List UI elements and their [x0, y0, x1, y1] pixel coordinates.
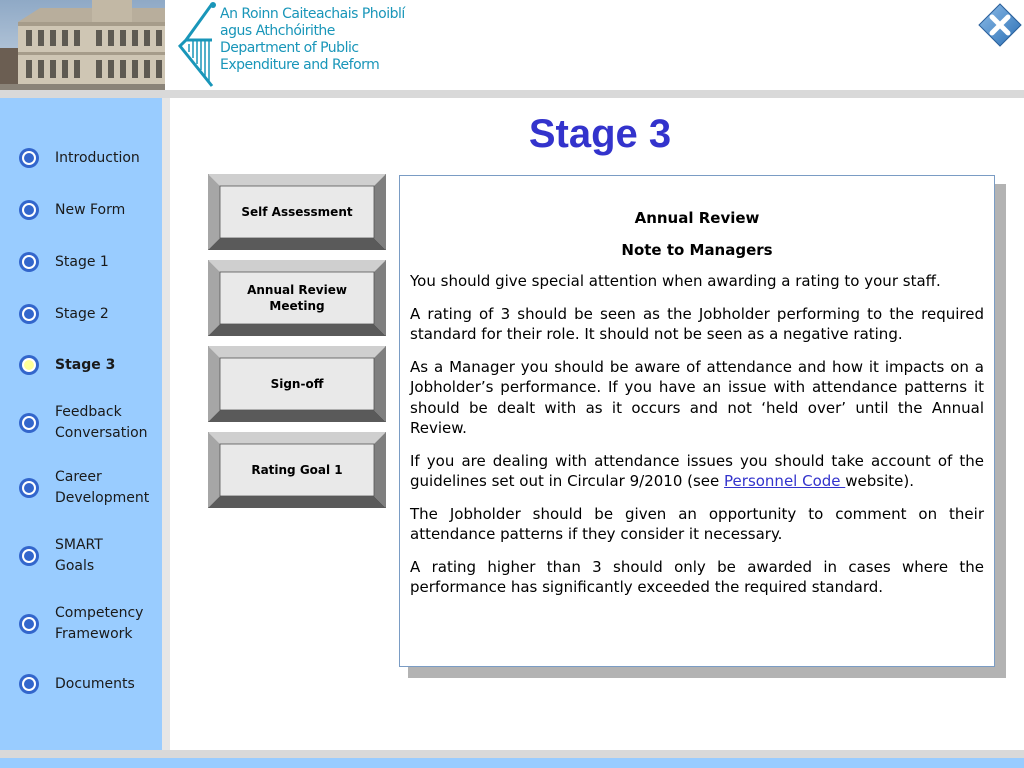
- sidebar-item-competency-framework[interactable]: [0, 603, 162, 647]
- sidebar-item-stage-1[interactable]: [0, 250, 162, 274]
- content-paragraph: As a Manager you should be aware of attendance and how it impacts on a Jobholder’s performance. If you have an issue with attendance patterns it should be dealt with as it occurs and not ‘held over’ until the Annual Review.: [410, 357, 984, 437]
- close-button[interactable]: [978, 3, 1022, 47]
- sidebar-item-label: New Form: [55, 202, 126, 218]
- sidebar-item-career-development[interactable]: [0, 467, 162, 511]
- circle-bullet-icon: [18, 147, 40, 169]
- button-label: Rating Goal 1: [251, 463, 343, 477]
- circle-bullet-icon: [18, 251, 40, 273]
- personnel-code-link[interactable]: Personnel Code: [724, 472, 846, 490]
- circle-bullet-icon: [18, 545, 40, 567]
- header-divider: [0, 90, 1024, 98]
- logo-line-irish-2: agus Athchóirithe: [220, 23, 335, 39]
- active-circle-bullet-icon: [18, 354, 40, 376]
- sidebar-divider: [162, 98, 170, 750]
- sidebar-item-documents[interactable]: [0, 672, 162, 696]
- sidebar-item-label: Competency Framework: [55, 605, 144, 642]
- sidebar-item-introduction[interactable]: [0, 146, 162, 170]
- sidebar-item-label: Feedback Conversation: [55, 404, 148, 441]
- sign-off-button[interactable]: [208, 346, 386, 422]
- sidebar-item-label: Stage 2: [55, 306, 109, 322]
- button-label: Self Assessment: [241, 205, 353, 219]
- button-label: Sign-off: [270, 377, 324, 391]
- sidebar-item-label: Documents: [55, 676, 135, 692]
- content-paragraph: The Jobholder should be given an opportunity to comment on their attendance patterns if they consider it necessary.: [410, 504, 984, 543]
- sidebar-item-feedback-conversation[interactable]: [0, 402, 162, 446]
- sidebar-item-label: SMART Goals: [55, 537, 103, 574]
- content-paragraph: A rating higher than 3 should only be awarded in cases where the performance has significantly exceeded the required standard.: [410, 557, 984, 596]
- page-title: Stage 3: [528, 112, 672, 156]
- circle-bullet-icon: [18, 412, 40, 434]
- logo-line-english-2: Expenditure and Reform: [220, 57, 380, 73]
- circle-bullet-icon: [18, 673, 40, 695]
- content-paragraph: A rating of 3 should be seen as the Jobholder performing to the required standard for their role. It should not be seen as a negative rating.: [410, 304, 984, 343]
- sidebar-item-label: Stage 3: [55, 357, 116, 373]
- government-buildings-photo: [0, 0, 165, 92]
- logo-line-irish-1: An Roinn Caiteachais Phoiblí: [220, 6, 405, 22]
- sidebar-item-label: Career Development: [55, 469, 150, 506]
- content-paragraph: If you are dealing with attendance issues you should take account of the guidelines set out in Circular 9/2010 (see Personnel Code website).: [410, 451, 984, 490]
- circle-bullet-icon: [18, 303, 40, 325]
- content-subheading: Note to Managers: [621, 240, 773, 259]
- button-label: Annual Review Meeting: [247, 283, 347, 313]
- content-heading: Annual Review: [634, 209, 760, 227]
- content-paragraph: You should give special attention when awarding a rating to your staff.: [410, 272, 941, 290]
- annual-review-meeting-button[interactable]: [208, 260, 386, 336]
- circle-bullet-icon: [18, 199, 40, 221]
- sidebar-item-smart-goals[interactable]: [0, 535, 162, 579]
- sidebar-item-new-form[interactable]: [0, 198, 162, 222]
- self-assessment-button[interactable]: [208, 174, 386, 250]
- footer-bar: [0, 758, 1024, 768]
- footer-divider: [0, 750, 1024, 758]
- header: [0, 0, 1024, 92]
- sidebar-item-stage-2[interactable]: [0, 302, 162, 326]
- circle-bullet-icon: [18, 613, 40, 635]
- close-x-icon: [978, 3, 1022, 47]
- circle-bullet-icon: [18, 477, 40, 499]
- sidebar-item-stage-3[interactable]: [0, 353, 162, 377]
- department-name: [220, 6, 405, 74]
- logo-line-english-1: Department of Public: [220, 40, 359, 56]
- content-panel: [399, 175, 995, 667]
- sidebar-item-label: Stage 1: [55, 254, 109, 270]
- rating-goal-1-button[interactable]: [208, 432, 386, 508]
- sidebar-item-label: Introduction: [55, 150, 140, 166]
